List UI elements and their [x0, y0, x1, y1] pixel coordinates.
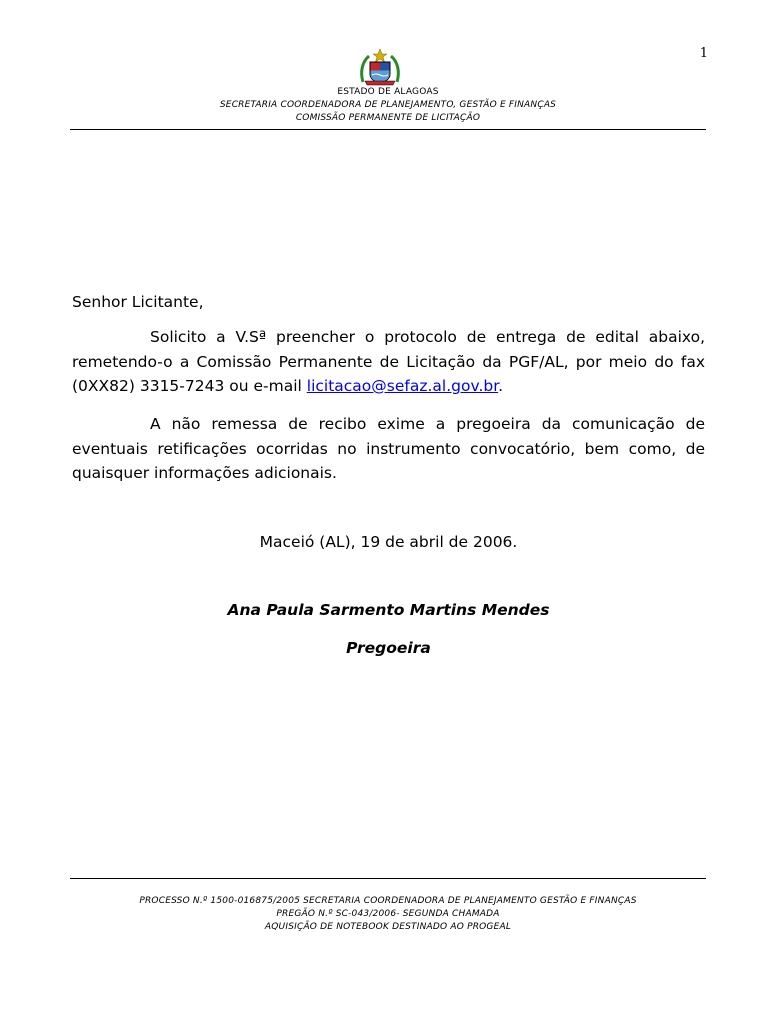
- paragraph-request: [72, 325, 705, 399]
- email-link[interactable]: licitacao@sefaz.al.gov.br: [306, 377, 499, 395]
- header-state: ESTADO DE ALAGOAS: [337, 87, 439, 97]
- footer-auction: PREGÃO N.º SC-043/2006- SEGUNDA CHAMADA: [276, 909, 500, 919]
- paragraph-request-text: Solicito a V.Sª preencher o protocolo de entrega de edital abaixo, remetendo-o a Comissão Permanente de Licitação da PGF/AL, por meio do fax (0XX82) 3315-7243 ou e-mail: [72, 328, 705, 395]
- paragraph-request-end: .: [498, 377, 504, 395]
- footer-divider: [70, 878, 706, 879]
- letter-date: Maceió (AL), 19 de abril de 2006.: [259, 533, 518, 551]
- footer-acquisition: AQUISIÇÃO DE NOTEBOOK DESTINADO AO PROGEAL: [264, 922, 512, 932]
- signer-role: Pregoeira: [346, 639, 431, 657]
- document-header: [70, 86, 706, 125]
- signer-name: Ana Paula Sarmento Martins Mendes: [227, 601, 550, 619]
- paragraph-notice-text: A não remessa de recibo exime a pregoeira da comunicação de eventuais retificações ocorridas no instrumento convocatório, bem como, de quaisquer informações adicionais.: [72, 415, 705, 482]
- salutation: Senhor Licitante,: [72, 293, 204, 311]
- paragraph-notice: [72, 412, 705, 486]
- page-number: 1: [699, 46, 708, 61]
- footer-process: PROCESSO N.º 1500-016875/2005 SECRETARIA COORDENADORA DE PLANEJAMENTO GESTÃO E FINANÇAS: [139, 896, 637, 906]
- header-divider: [70, 129, 706, 130]
- header-secretariat: SECRETARIA COORDENADORA DE PLANEJAMENTO, GESTÃO E FINANÇAS: [219, 100, 557, 110]
- header-commission: COMISSÃO PERMANENTE DE LICITAÇÃO: [295, 113, 481, 123]
- document-footer: [70, 895, 706, 934]
- state-coat-of-arms-icon: [359, 48, 401, 86]
